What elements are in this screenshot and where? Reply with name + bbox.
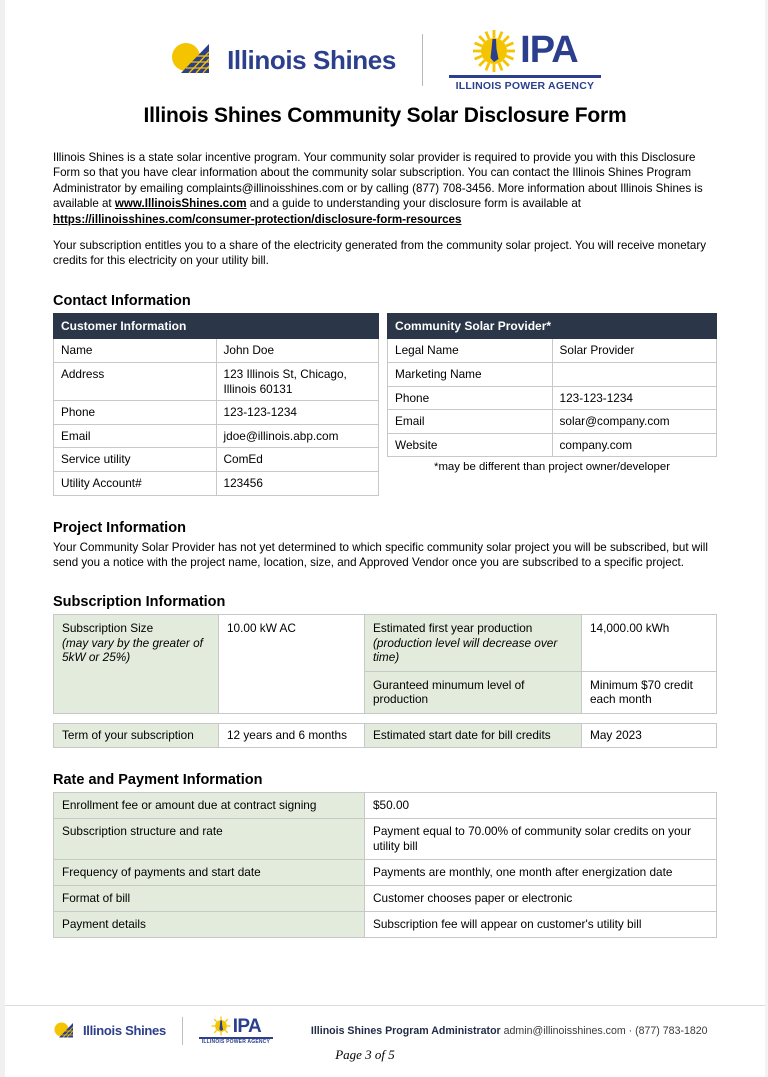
customer-information-block — [53, 313, 379, 496]
term-label: Term of your subscription — [54, 723, 219, 747]
table-header-row — [388, 313, 717, 339]
customer-account-label: Utility Account# — [54, 472, 217, 496]
provider-marketing-name-value — [552, 363, 716, 387]
intro-paragraph-2: Your subscription entitles you to a share of the electricity generated from the community solar project. You will receive monetary credits for this electricity on your utility bill. — [53, 239, 707, 268]
customer-account-value: 123456 — [216, 472, 379, 496]
footer-contact-line — [311, 1025, 708, 1037]
production-note: (production level will decrease over time) — [373, 635, 558, 665]
bill-format-value: Customer chooses paper or electronic — [365, 885, 717, 911]
provider-legal-name-value: Solar Provider — [552, 339, 716, 363]
table-row — [54, 818, 717, 859]
table-row — [54, 615, 717, 672]
page-title: Illinois Shines Community Solar Disclosure Form — [143, 104, 627, 127]
ipa-subtitle: ILLINOIS POWER AGENCY — [455, 79, 595, 92]
table-row — [54, 448, 379, 472]
table-row — [54, 363, 379, 401]
table-row — [54, 723, 717, 747]
footer-logo-divider — [182, 1017, 183, 1045]
subscription-size-table — [53, 614, 717, 714]
page-footer — [5, 1005, 765, 1077]
customer-address-value: 123 Illinois St, Chicago, Illinois 60131 — [216, 363, 379, 401]
provider-website-value[interactable]: company.com — [552, 433, 716, 457]
subscription-size-label: Subscription Size — [62, 621, 154, 635]
illinois-shines-website-link[interactable]: www.IllinoisShines.com — [114, 197, 247, 211]
payment-frequency-label: Frequency of payments and start date — [54, 859, 365, 885]
ipa-logo — [449, 29, 601, 92]
ipa-rule — [449, 75, 601, 78]
table-spacer — [53, 714, 717, 723]
customer-email-value: jdoe@illinois.abp.com — [216, 424, 379, 448]
community-solar-provider-table — [387, 313, 717, 458]
logo-divider — [422, 34, 423, 86]
provider-legal-name-label: Legal Name — [388, 339, 552, 363]
intro-text-b: and a guide to understanding your disclosure form is available at — [246, 197, 582, 211]
provider-phone-value: 123-123-1234 — [552, 386, 716, 410]
subscription-term-table — [53, 723, 717, 748]
customer-email-label: Email — [54, 424, 217, 448]
enrollment-fee-label: Enrollment fee or amount due at contract signing — [54, 792, 365, 818]
footer-separator: · — [628, 1024, 633, 1037]
header-logo-bar — [53, 0, 717, 92]
start-date-label: Estimated start date for bill credits — [365, 723, 582, 747]
table-row — [54, 339, 379, 363]
table-row — [388, 363, 717, 387]
contact-tables-row — [53, 313, 717, 496]
customer-utility-label: Service utility — [54, 448, 217, 472]
production-label: Estimated first year production — [373, 621, 533, 635]
provider-phone-label: Phone — [388, 386, 552, 410]
table-row — [54, 885, 717, 911]
footer-solar-panel-sun-icon — [53, 1021, 79, 1041]
customer-phone-label: Phone — [54, 401, 217, 425]
solar-panel-sun-icon — [169, 40, 221, 80]
payment-details-label: Payment details — [54, 911, 365, 937]
page-number: Page 3 of 5 — [335, 1047, 395, 1062]
table-row — [388, 386, 717, 410]
provider-email-value: solar@company.com — [552, 410, 716, 434]
intro-paragraph-1 — [53, 150, 717, 227]
customer-name-label: Name — [54, 339, 217, 363]
start-date-value: May 2023 — [582, 723, 717, 747]
table-row — [54, 472, 379, 496]
guarantee-label: Guranteed minumum level of production — [365, 671, 582, 713]
table-row — [54, 401, 379, 425]
customer-information-table — [53, 313, 379, 496]
footer-phone: (877) 783-1820 — [635, 1024, 708, 1037]
table-row — [388, 410, 717, 434]
provider-website-label: Website — [388, 433, 552, 457]
table-header-row — [54, 313, 379, 339]
illinois-shines-wordmark: Illinois Shines — [227, 44, 396, 75]
term-value: 12 years and 6 months — [219, 723, 365, 747]
footer-administrator-label: Illinois Shines Program Administrator — [310, 1024, 501, 1037]
project-information-heading: Project Information — [53, 519, 186, 536]
customer-utility-value: ComEd — [216, 448, 379, 472]
footer-ipa-subtitle: ILLINOIS POWER AGENCY — [201, 1039, 271, 1045]
table-row — [388, 339, 717, 363]
subscription-size-note: (may vary by the greater of 5kW or 25%) — [62, 635, 203, 665]
ipa-wordmark: IPA — [520, 29, 578, 72]
production-label-cell — [365, 615, 582, 672]
footer-ipa-logo — [199, 1016, 273, 1045]
table-row — [54, 792, 717, 818]
customer-phone-value: 123-123-1234 — [216, 401, 379, 425]
provider-information-block — [387, 313, 717, 474]
guarantee-value: Minimum $70 credit each month — [582, 671, 717, 713]
subscription-information-heading: Subscription Information — [53, 594, 226, 610]
illinois-shines-logo — [169, 40, 396, 80]
provider-marketing-name-label: Marketing Name — [388, 363, 552, 387]
bill-format-label: Format of bill — [54, 885, 365, 911]
customer-information-header: Customer Information — [54, 313, 379, 339]
provider-footnote: *may be different than project owner/developer — [434, 461, 670, 474]
table-row — [54, 859, 717, 885]
table-row — [388, 433, 717, 457]
footer-shines-wordmark: Illinois Shines — [83, 1023, 166, 1038]
subscription-size-label-cell — [54, 615, 219, 714]
customer-address-label: Address — [54, 363, 217, 401]
intro-text-a: Illinois Shines is a state solar incentive program. Your community solar provider is required to provide you with this Disclosure Form so that you have clear information about the community solar subscription. You can contact the Illinois Shines Program Administrator by emailing complaints@illinoisshines.com or by calling (877) 708-3456. More information about Illinois Shines is available at — [53, 151, 703, 211]
production-value: 14,000.00 kWh — [582, 615, 717, 672]
disclosure-form-resources-link[interactable]: https://illinoisshines.com/consumer-protection/disclosure-form-resources — [53, 212, 462, 226]
provider-information-header: Community Solar Provider* — [388, 313, 717, 339]
provider-email-label: Email — [388, 410, 552, 434]
table-row — [54, 424, 379, 448]
project-information-note: Your Community Solar Provider has not yet determined to which specific community solar project you will be subscribed, but will send you a notice with the project name, location, size, and Approved Vendor once you are subscribed to a specific project. — [53, 540, 708, 569]
payment-frequency-value: Payments are monthly, one month after energization date — [365, 859, 717, 885]
contact-information-heading: Contact Information — [53, 292, 191, 309]
footer-ipa-wordmark: IPA — [232, 1015, 262, 1037]
rate-payment-heading: Rate and Payment Information — [53, 771, 263, 788]
footer-illinois-shines-logo — [53, 1021, 166, 1041]
footer-sunburst-illinois-icon — [211, 1016, 231, 1036]
rate-payment-table — [53, 792, 717, 938]
payment-details-value: Subscription fee will appear on customer's utility bill — [365, 911, 717, 937]
table-row — [54, 911, 717, 937]
subscription-structure-label: Subscription structure and rate — [54, 818, 365, 859]
footer-email[interactable]: admin@illinoisshines.com — [503, 1024, 626, 1037]
enrollment-fee-value: $50.00 — [365, 792, 717, 818]
subscription-size-value: 10.00 kW AC — [219, 615, 365, 714]
sunburst-illinois-icon — [472, 29, 516, 73]
subscription-structure-value: Payment equal to 70.00% of community solar credits on your utility bill — [365, 818, 717, 859]
customer-name-value: John Doe — [216, 339, 379, 363]
